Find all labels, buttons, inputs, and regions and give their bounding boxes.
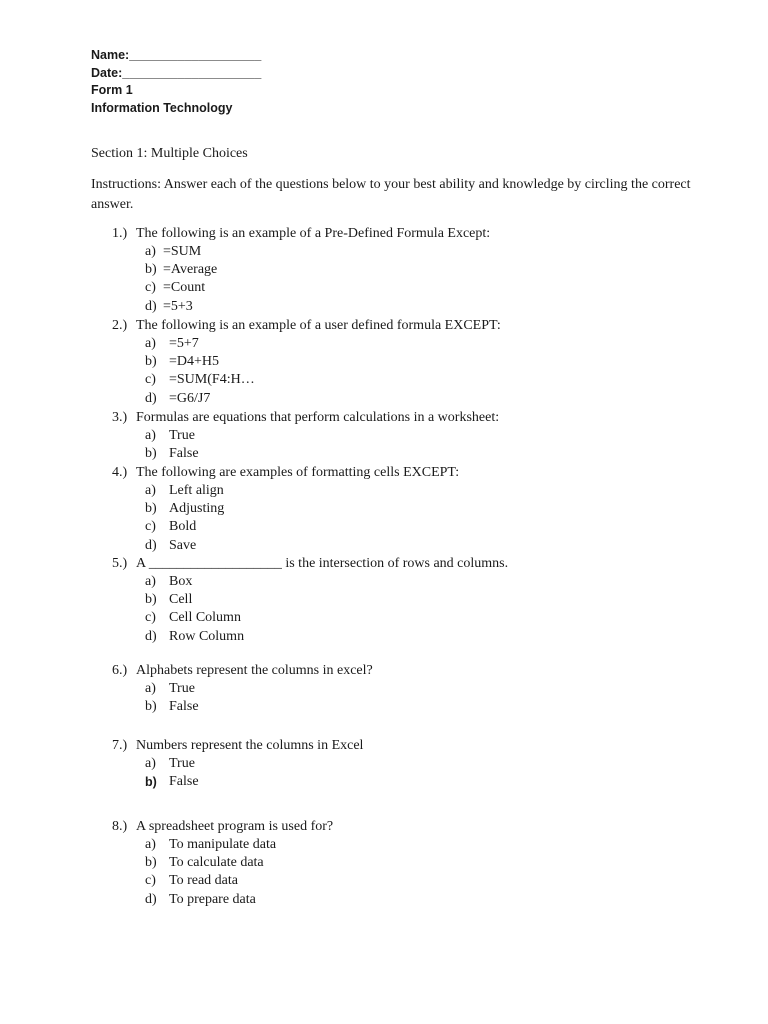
question-line [0, 464, 768, 482]
option-letter: b) [145, 501, 157, 517]
answer-option[interactable] [0, 445, 768, 463]
answer-option[interactable] [0, 854, 768, 872]
option-letter: a) [145, 336, 156, 351]
option-text: =SUM(F4:H… [169, 372, 255, 388]
name-field: Name:___________________ [91, 48, 262, 62]
option-letter: a) [145, 574, 156, 589]
question-1 [0, 225, 768, 316]
question-text: Numbers represent the columns in Excel [136, 738, 364, 753]
question-line [0, 737, 768, 755]
option-letter: c) [145, 873, 156, 889]
question-4 [0, 464, 768, 555]
option-letter: c) [145, 519, 156, 535]
option-text: =D4+H5 [169, 354, 220, 370]
option-text: =Count [163, 280, 206, 296]
answer-option[interactable] [0, 698, 768, 716]
option-letter: c) [145, 280, 156, 296]
option-text: False [169, 699, 199, 715]
option-text: Cell Column [169, 610, 241, 626]
answer-option[interactable] [0, 537, 768, 555]
answer-option[interactable] [0, 371, 768, 389]
answer-option[interactable] [0, 609, 768, 627]
subject-label: Information Technology [91, 100, 233, 115]
answer-option[interactable] [0, 279, 768, 297]
question-number: 8.) [112, 819, 128, 834]
option-text: =5+3 [163, 298, 193, 314]
question-line [0, 662, 768, 680]
option-text: Bold [169, 519, 197, 535]
answer-option[interactable] [0, 298, 768, 316]
question-line [0, 555, 768, 573]
option-text: False [169, 774, 199, 790]
question-number: 6.) [112, 663, 128, 678]
answer-option[interactable] [0, 628, 768, 646]
option-letter: d) [145, 298, 157, 314]
option-text: False [169, 446, 199, 462]
answer-option[interactable] [0, 427, 768, 445]
question-line [0, 409, 768, 427]
option-text: Adjusting [169, 501, 225, 517]
date-field: Date:____________________ [91, 65, 262, 80]
question-line [0, 317, 768, 335]
section-title: Section 1: Multiple Choices [91, 146, 248, 161]
question-3 [0, 409, 768, 463]
question-number: 3.) [112, 410, 128, 425]
option-text: True [169, 681, 195, 696]
option-letter: a) [145, 483, 156, 498]
option-letter: a) [145, 244, 156, 259]
option-text: To read data [169, 873, 238, 889]
option-letter: b) [145, 855, 157, 871]
form-label: Form 1 [91, 83, 133, 98]
answer-option[interactable] [0, 518, 768, 536]
option-letter: b) [145, 354, 157, 370]
question-text: A ___________________ is the intersection of rows and columns. [136, 556, 509, 571]
option-letter: b) [145, 262, 157, 278]
option-letter: d) [145, 891, 157, 907]
option-text: =Average [163, 262, 218, 278]
option-letter: a) [145, 681, 156, 696]
answer-option[interactable] [0, 353, 768, 371]
question-line [0, 818, 768, 836]
option-letter: a) [145, 756, 156, 771]
option-text: Box [169, 574, 193, 589]
question-6 [0, 662, 768, 716]
question-text: The following is an example of a Pre-Defined Formula Except: [136, 226, 491, 241]
answer-option[interactable] [0, 261, 768, 279]
option-letter: d) [145, 537, 157, 553]
question-7 [0, 737, 768, 791]
question-number: 5.) [112, 556, 128, 571]
option-letter: b) [145, 446, 157, 462]
question-number: 1.) [112, 226, 128, 241]
option-letter: b) [145, 775, 157, 790]
option-letter: b) [145, 592, 157, 608]
question-text: Alphabets represent the columns in excel? [136, 663, 373, 678]
option-text: True [169, 428, 195, 443]
answer-option[interactable] [0, 390, 768, 408]
answer-option[interactable] [0, 836, 768, 854]
student-header [91, 47, 261, 117]
question-text: The following is an example of a user defined formula EXCEPT: [136, 318, 501, 333]
answer-option[interactable] [0, 755, 768, 773]
answer-option[interactable] [0, 573, 768, 591]
question-text: A spreadsheet program is used for? [136, 819, 334, 834]
question-8 [0, 818, 768, 909]
option-text: =G6/J7 [169, 390, 211, 406]
answer-option[interactable] [0, 773, 768, 791]
answer-option[interactable] [0, 872, 768, 890]
answer-option[interactable] [0, 591, 768, 609]
question-number: 7.) [112, 738, 128, 753]
answer-option[interactable] [0, 500, 768, 518]
question-text: Formulas are equations that perform calculations in a worksheet: [136, 410, 500, 425]
option-text: =SUM [163, 244, 202, 259]
option-letter: c) [145, 372, 156, 388]
option-text: Save [169, 537, 197, 553]
question-2 [0, 317, 768, 408]
option-text: Cell [169, 592, 193, 608]
answer-option[interactable] [0, 243, 768, 261]
option-text: Row Column [169, 628, 245, 644]
option-text: True [169, 756, 195, 771]
option-text: =5+7 [169, 336, 199, 351]
option-letter: b) [145, 699, 157, 715]
option-text: Left align [169, 483, 224, 498]
answer-option[interactable] [0, 680, 768, 698]
question-number: 2.) [112, 318, 128, 333]
question-line [0, 225, 768, 243]
option-text: To manipulate data [169, 837, 277, 852]
option-letter: c) [145, 610, 156, 626]
answer-option[interactable] [0, 335, 768, 353]
option-letter: a) [145, 428, 156, 443]
option-letter: d) [145, 390, 157, 406]
option-letter: a) [145, 837, 156, 852]
instructions: Instructions: Answer each of the questions below to your best ability and knowledge by circling the correct answer. [91, 177, 691, 212]
answer-option[interactable] [0, 482, 768, 500]
question-5 [0, 555, 768, 646]
option-letter: d) [145, 628, 157, 644]
answer-option[interactable] [0, 891, 768, 909]
option-text: To prepare data [169, 891, 256, 907]
option-text: To calculate data [169, 855, 264, 871]
question-text: The following are examples of formatting cells EXCEPT: [136, 465, 460, 480]
question-number: 4.) [112, 465, 128, 480]
